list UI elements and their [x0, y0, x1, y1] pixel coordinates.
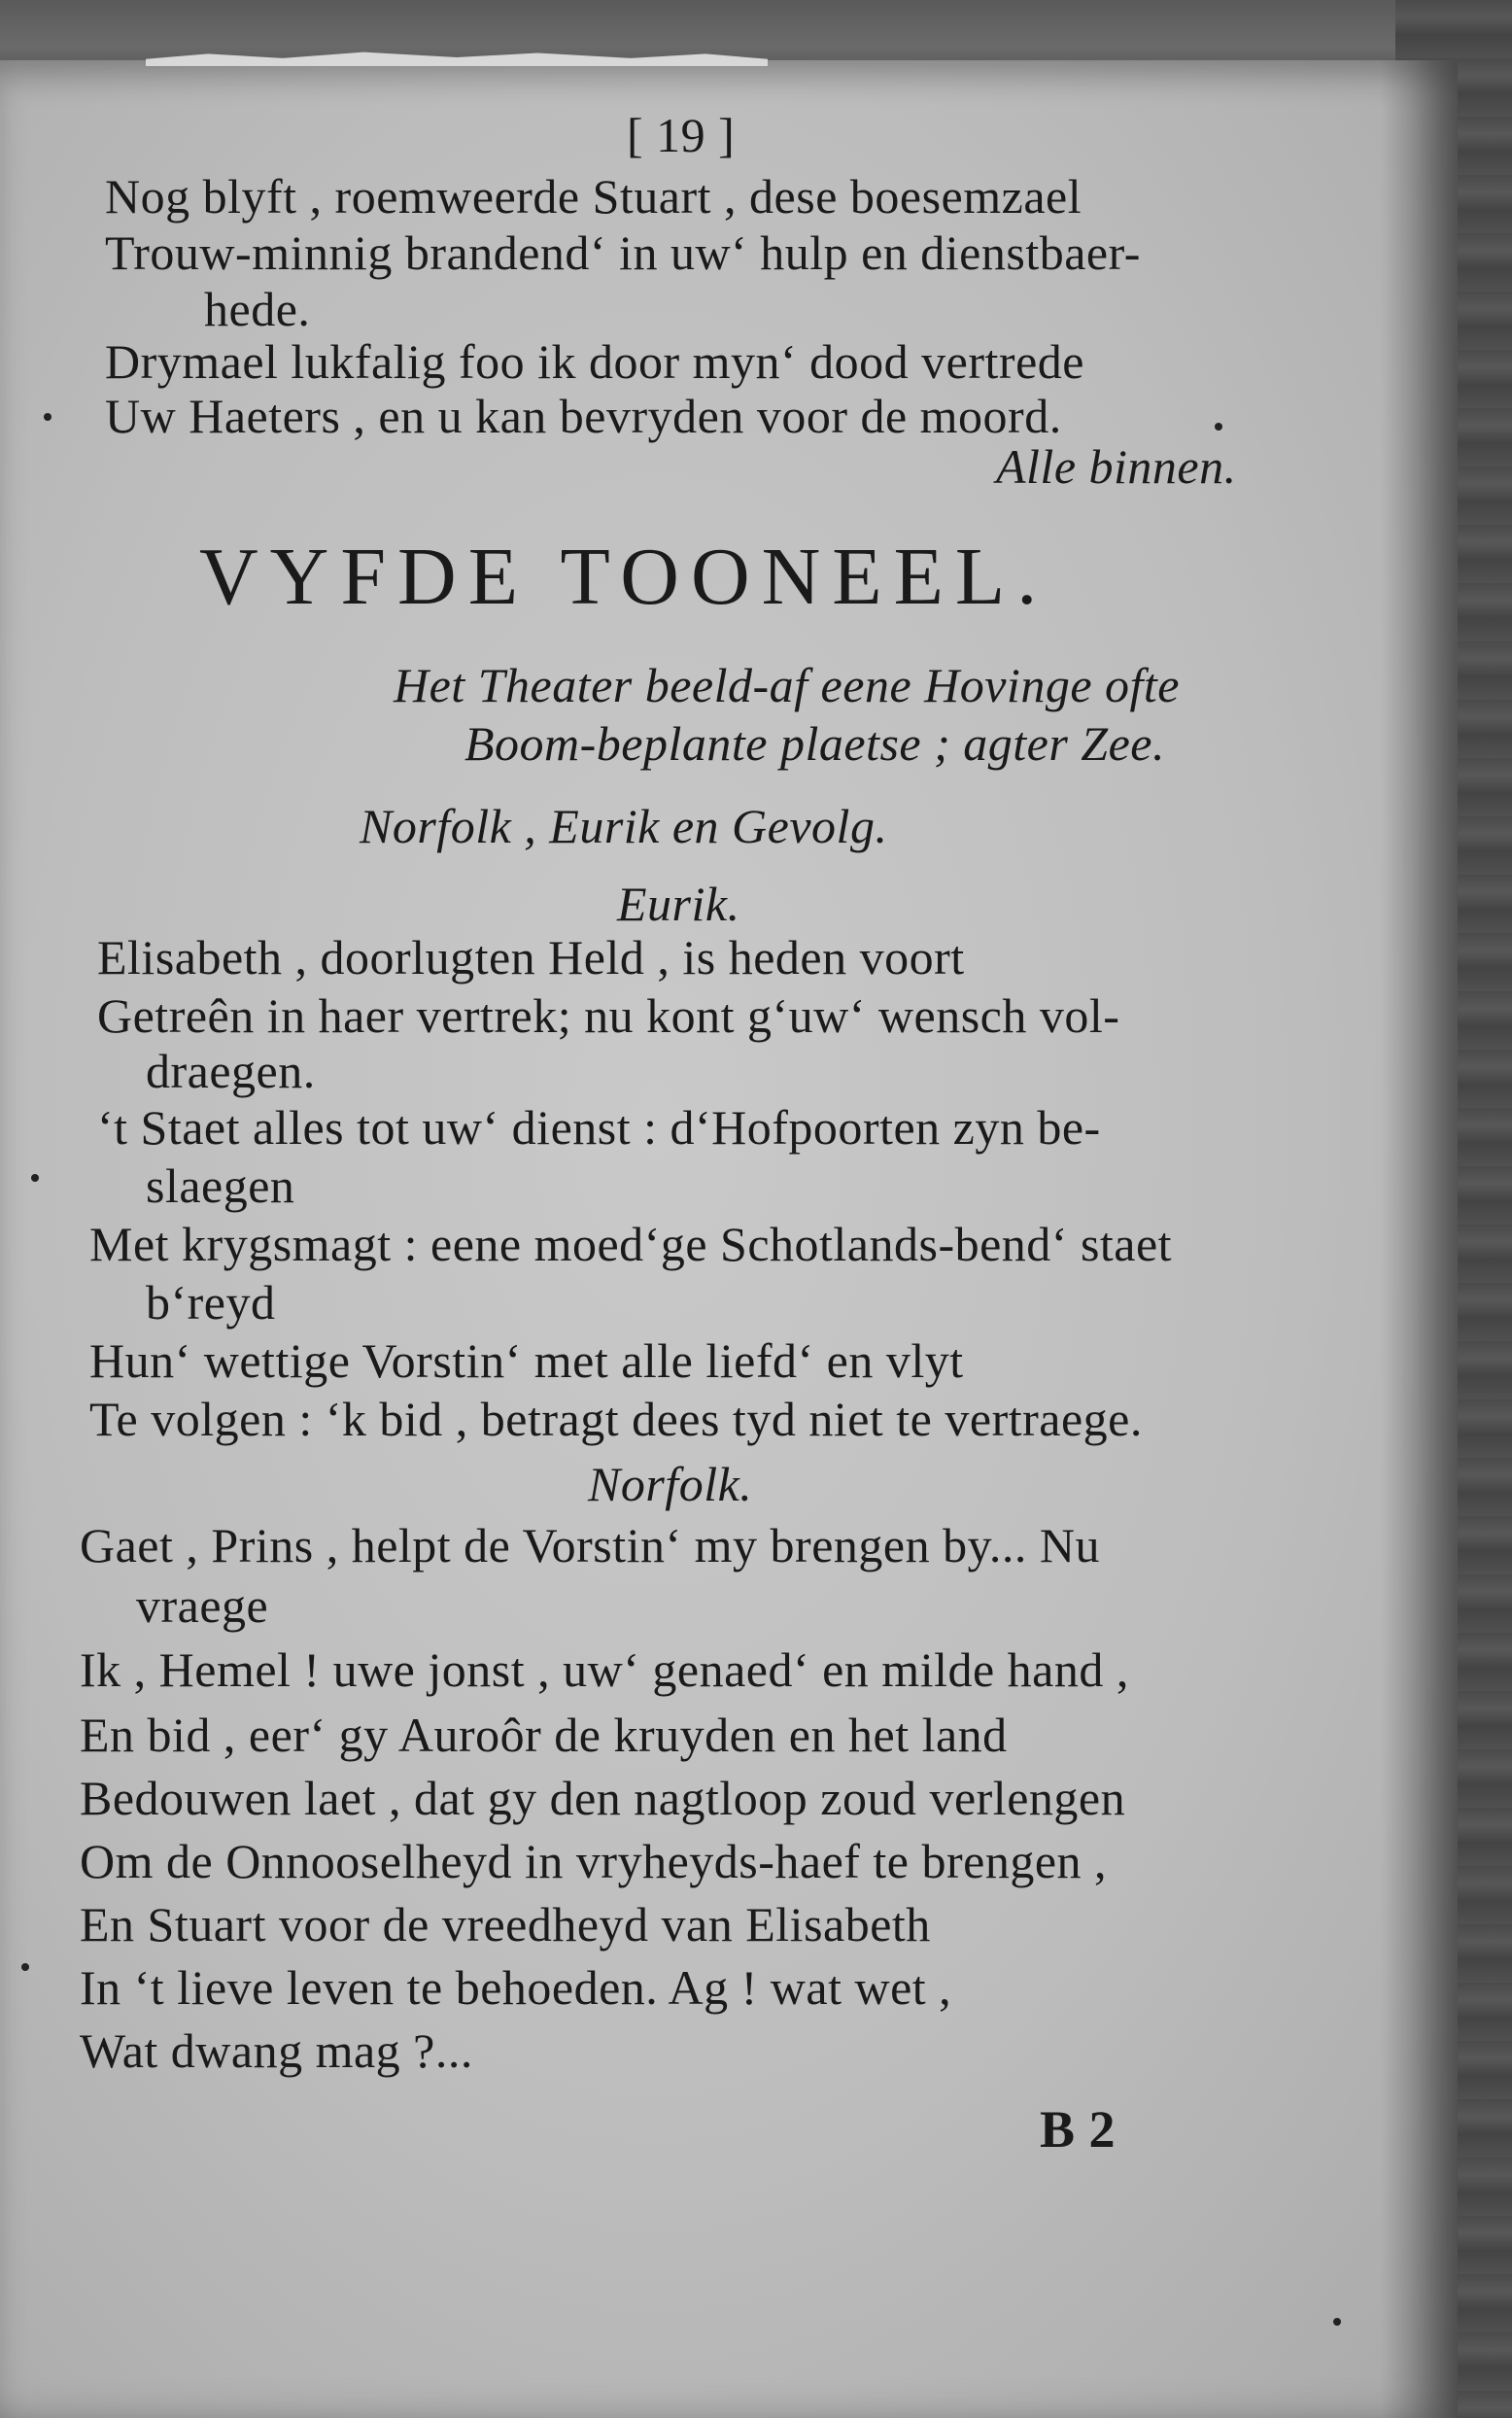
- page-number: [ 19 ]: [627, 108, 736, 162]
- verse-line: Uw Haeters , en u kan bevryden voor de moord.: [105, 389, 1062, 443]
- dialogue-line: Ik , Hemel ! uwe jonst , uw‘ genaed‘ en milde hand ,: [80, 1642, 1129, 1697]
- dialogue-line: Getreên in haer vertrek; nu kont g‘uw‘ wensch vol-: [97, 988, 1120, 1043]
- scene-heading: VYFDE TOONEEL.: [199, 532, 1049, 622]
- dialogue-line: ‘t Staet alles tot uw‘ dienst : d‘Hofpoorten zyn be-: [97, 1100, 1101, 1155]
- paper-speck: [1333, 2318, 1341, 2326]
- signature-mark: B 2: [1040, 2100, 1117, 2159]
- verse-line: Trouw-minnig brandend‘ in uw‘ hulp en dienstbaer-: [105, 225, 1141, 280]
- dialogue-line: Gaet , Prins , helpt de Vorstin‘ my brengen by... Nu: [80, 1518, 1100, 1572]
- paper-speck: [21, 1963, 29, 1971]
- dialogue-line: En Stuart voor de vreedheyd van Elisabeth: [80, 1897, 931, 1952]
- paper-speck: [1215, 423, 1222, 431]
- dialogue-line: Met krygsmagt : eene moed‘ge Schotlands-bend‘ staet: [89, 1217, 1173, 1271]
- dialogue-line: slaegen: [146, 1158, 295, 1213]
- stage-direction: Boom-beplante plaetse ; agter Zee.: [464, 716, 1165, 771]
- dialogue-line: Te volgen : ‘k bid , betragt dees tyd niet te vertraege.: [89, 1392, 1143, 1446]
- dialogue-line: Wat dwang mag ?...: [80, 2023, 473, 2078]
- paper-speck: [31, 1174, 39, 1182]
- stage-direction: Het Theater beeld-af eene Hovinge ofte: [394, 658, 1180, 712]
- dialogue-line: Elisabeth , doorlugten Held , is heden voort: [97, 930, 965, 984]
- speaker-name: Norfolk.: [588, 1457, 753, 1511]
- page-curl-shadow: [1380, 60, 1458, 2418]
- dialogue-line: Bedouwen laet , dat gy den nagtloop zoud verlengen: [80, 1771, 1126, 1825]
- characters-line: Norfolk , Eurik en Gevolg.: [360, 799, 888, 853]
- verse-line: hede.: [204, 282, 311, 336]
- dialogue-line: draegen.: [146, 1044, 316, 1098]
- verse-line: Nog blyft , roemweerde Stuart , dese boesemzael: [105, 169, 1082, 224]
- dialogue-line: En bid , eer‘ gy Auroôr de kruyden en het land: [80, 1708, 1008, 1762]
- stage-direction-exit: Alle binnen.: [996, 439, 1237, 494]
- dialogue-line: b‘reyd: [146, 1275, 276, 1330]
- dialogue-line: Hun‘ wettige Vorstin‘ met alle liefd‘ en vlyt: [89, 1333, 964, 1388]
- paper-speck: [44, 413, 52, 421]
- dialogue-line: vraege: [136, 1578, 269, 1633]
- speaker-name: Eurik.: [617, 877, 740, 931]
- verse-line: Drymael lukfalig foo ik door myn‘ dood vertrede: [105, 334, 1084, 389]
- dialogue-line: In ‘t lieve leven te behoeden. Ag ! wat wet ,: [80, 1960, 952, 2015]
- dialogue-line: Om de Onnooselheyd in vryheyds-haef te brengen ,: [80, 1834, 1108, 1888]
